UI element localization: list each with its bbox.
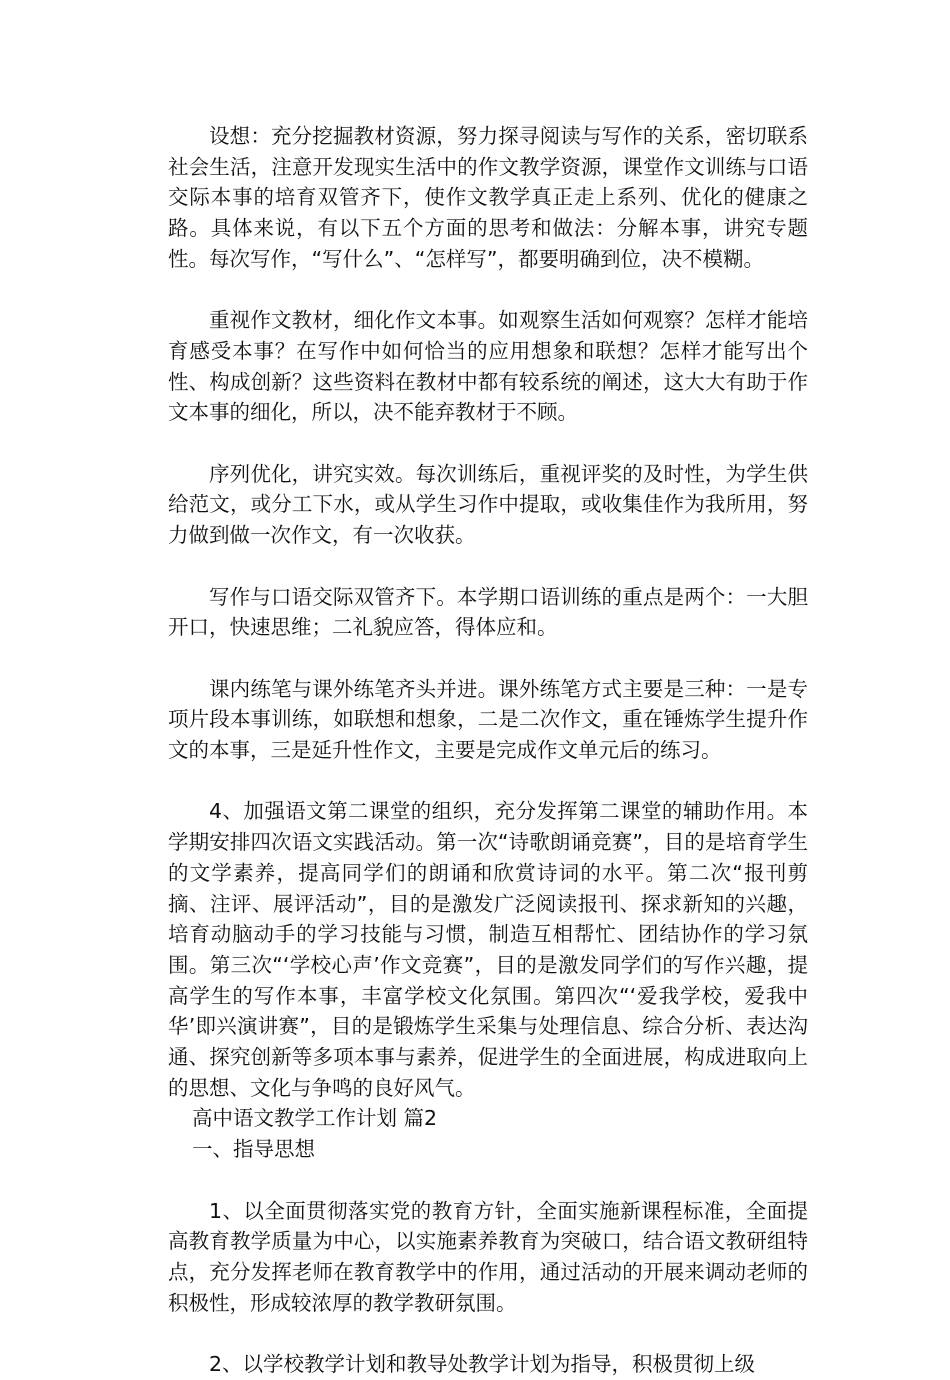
paragraph-guiding-2: 2、以学校教学计划和教导处教学计划为指导，积极贯彻上级 — [209, 1352, 756, 1377]
section-title: 高中语文教学工作计划 篇2 — [192, 1106, 438, 1131]
paragraph-guiding-1: 1、以全面贯彻落实党的教育方针，全面实施新课程标准，全面提高教育教学质量为中心，以实施素养教育为突破口，结合语文教研组特点，充分发挥老师在教育教学中的作用，通过活动的开展来调动老师的积极性，形成较浓厚的教学教研氛围。 — [168, 1198, 808, 1315]
subsection-title: 一、指导思想 — [192, 1137, 315, 1162]
document-body — [168, 121, 808, 1380]
paragraph-textbook: 重视作文教材，细化作文本事。如观察生活如何观察？怎样才能培育感受本事？在写作中如何恰当的应用想象和联想？怎样才能写出个性、构成创新？这些资料在教材中都有较系统的阐述，这大大有助于作文本事的细化，所以，决不能弃教材于不顾。 — [168, 308, 808, 425]
paragraph-design-idea: 设想：充分挖掘教材资源，努力探寻阅读与写作的关系，密切联系社会生活，注意开发现实生活中的作文教学资源，课堂作文训练与口语交际本事的培育双管齐下，使作文教学真正走上系列、优化的健康之路。具体来说，有以下五个方面的思考和做法：分解本事，讲究专题性。每次写作，“写什么”、“怎样写”，都要明确到位，决不模糊。 — [168, 124, 808, 271]
paragraph-sequence: 序列优化，讲究实效。每次训练后，重视评奖的及时性，为学生供给范文，或分工下水，或从学生习作中提取，或收集佳作为我所用，努力做到做一次作文，有一次收获。 — [168, 461, 808, 548]
paragraph-oral: 写作与口语交际双管齐下。本学期口语训练的重点是两个：一大胆开口，快速思维；二礼貌应答，得体应和。 — [168, 584, 808, 640]
paragraph-second-classroom: 4、加强语文第二课堂的组织，充分发挥第二课堂的辅助作用。本学期安排四次语文实践活动。第一次“诗歌朗诵竞赛”，目的是培育学生的文学素养，提高同学们的朗诵和欣赏诗词的水平。第二次“报刊剪摘、注评、展评活动”，目的是激发广泛阅读报刊、探求新知的兴趣，培育动脑动手的学习技能与习惯，制造互相帮忙、团结协作的学习氛围。第三次“‘学校心声’作文竞赛”，目的是激发同学们的写作兴趣，提高学生的写作本事，丰富学校文化氛围。第四次“‘爱我学校，爱我中华’即兴演讲赛”，目的是锻炼学生采集与处理信息、综合分析、表达沟通、探究创新等多项本事与素养，促进学生的全面进展，构成进取向上的思想、文化与争鸣的良好风气。 — [168, 799, 808, 1100]
paragraph-practice: 课内练笔与课外练笔齐头并进。课外练笔方式主要是三种：一是专项片段本事训练，如联想和想象，二是二次作文，重在锤炼学生提升作文的本事，三是延升性作文，主要是完成作文单元后的练习。 — [168, 676, 808, 762]
